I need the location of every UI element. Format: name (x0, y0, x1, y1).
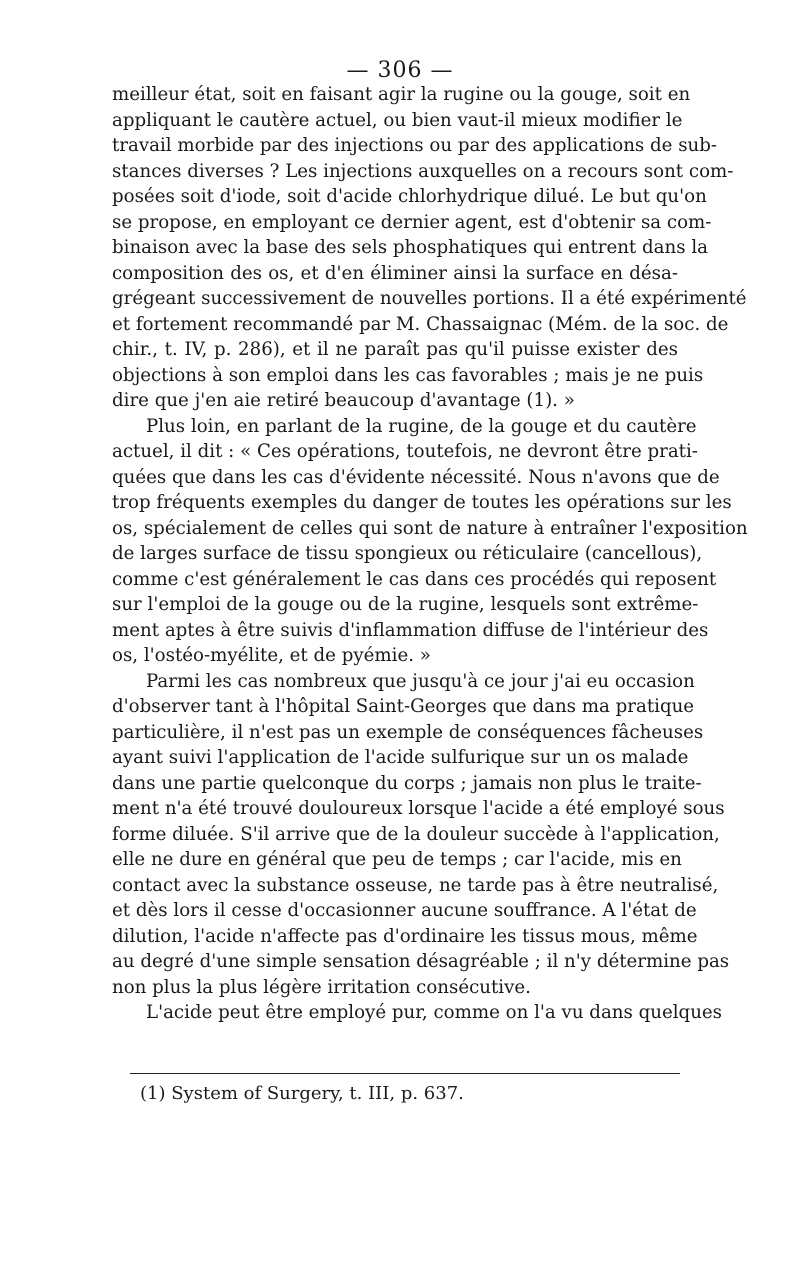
text-line: dans une partie quelconque du corps ; jamais non plus le traite- (112, 772, 702, 794)
text-line: et fortement recommandé par M. Chassaignac (Mém. de la soc. de (112, 313, 729, 335)
text-line: stances diverses ? Les injections auxquelles on a recours sont com- (112, 160, 734, 182)
text-line: de larges surface de tissu spongieux ou réticulaire (cancellous), (112, 543, 703, 564)
text-line: chir., t. IV, p. 286), et il ne paraît pas qu'il puisse exister des (112, 339, 678, 360)
text-line: se propose, en employant ce dernier agent, est d'obtenir sa com- (112, 211, 712, 233)
text-line: contact avec la substance osseuse, ne tarde pas à être neutralisé, (112, 874, 719, 896)
text-line: objections à son emploi dans les cas favorables ; mais je ne puis (112, 364, 704, 386)
body-text (112, 82, 748, 1026)
text-line: travail morbide par des injections ou par des applications de sub- (112, 135, 718, 156)
text-line: ment n'a été trouvé douloureux lorsque l'acide a été employé sous (112, 798, 725, 819)
page-number: — 306 — (346, 58, 454, 83)
text-line: binaison avec la base des sels phosphatiques qui entrent dans la (112, 237, 708, 258)
text-line: dire que j'en aie retiré beaucoup d'avantage (1). » (112, 390, 575, 411)
text-line: non plus la plus légère irritation consécutive. (112, 976, 531, 998)
text-line: appliquant le cautère actuel, ou bien vaut-il mieux modifier le (112, 109, 683, 131)
text-line: os, spécialement de celles qui sont de nature à entraîner l'exposition (112, 517, 748, 539)
text-line: L'acide peut être employé pur, comme on l'a vu dans quelques (146, 1002, 723, 1023)
text-line: forme diluée. S'il arrive que de la douleur succède à l'application, (112, 823, 720, 845)
text-line: ment aptes à être suivis d'inflammation diffuse de l'intérieur des (112, 619, 709, 641)
text-line: grégeant successivement de nouvelles portions. Il a été expérimenté (112, 288, 747, 309)
text-line: particulière, il n'est pas un exemple de conséquences fâcheuses (112, 721, 704, 743)
text-line: comme c'est généralement le cas dans ces procédés qui reposent (112, 568, 717, 590)
text-line: elle ne dure en général que peu de temps ; car l'acide, mis en (112, 849, 682, 870)
text-line: Parmi les cas nombreux que jusqu'à ce jour j'ai eu occasion (146, 670, 695, 692)
text-line: et dès lors il cesse d'occasionner aucune souffrance. A l'état de (112, 900, 697, 921)
text-line: posées soit d'iode, soit d'acide chlorhydrique dilué. Le but qu'on (112, 186, 707, 207)
text-line: meilleur état, soit en faisant agir la rugine ou la gouge, soit en (112, 84, 691, 105)
text-line: os, l'ostéo-myélite, et de pyémie. » (112, 645, 431, 666)
text-line: actuel, il dit : « Ces opérations, toutefois, ne devront être prati- (112, 441, 698, 462)
text-line: ayant suivi l'application de l'acide sulfurique sur un os malade (112, 747, 689, 768)
text-line: au degré d'une simple sensation désagréable ; il n'y détermine pas (112, 951, 730, 972)
text-line: composition des os, et d'en éliminer ainsi la surface en désa- (112, 262, 678, 284)
text-line: sur l'emploi de la gouge ou de la rugine, lesquels sont extrême- (112, 594, 699, 615)
text-line: d'observer tant à l'hôpital Saint-Georges que dans ma pratique (112, 696, 695, 717)
text-line: dilution, l'acide n'affecte pas d'ordinaire les tissus mous, même (112, 925, 698, 947)
text-line: Plus loin, en parlant de la rugine, de la gouge et du cautère (146, 415, 697, 437)
text-line: quées que dans les cas d'évidente nécessité. Nous n'avons que de (112, 466, 720, 488)
text-line: trop fréquents exemples du danger de toutes les opérations sur les (112, 492, 732, 513)
footnote-divider (130, 1073, 680, 1074)
footnote: (1) System of Surgery, t. III, p. 637. (140, 1083, 464, 1104)
